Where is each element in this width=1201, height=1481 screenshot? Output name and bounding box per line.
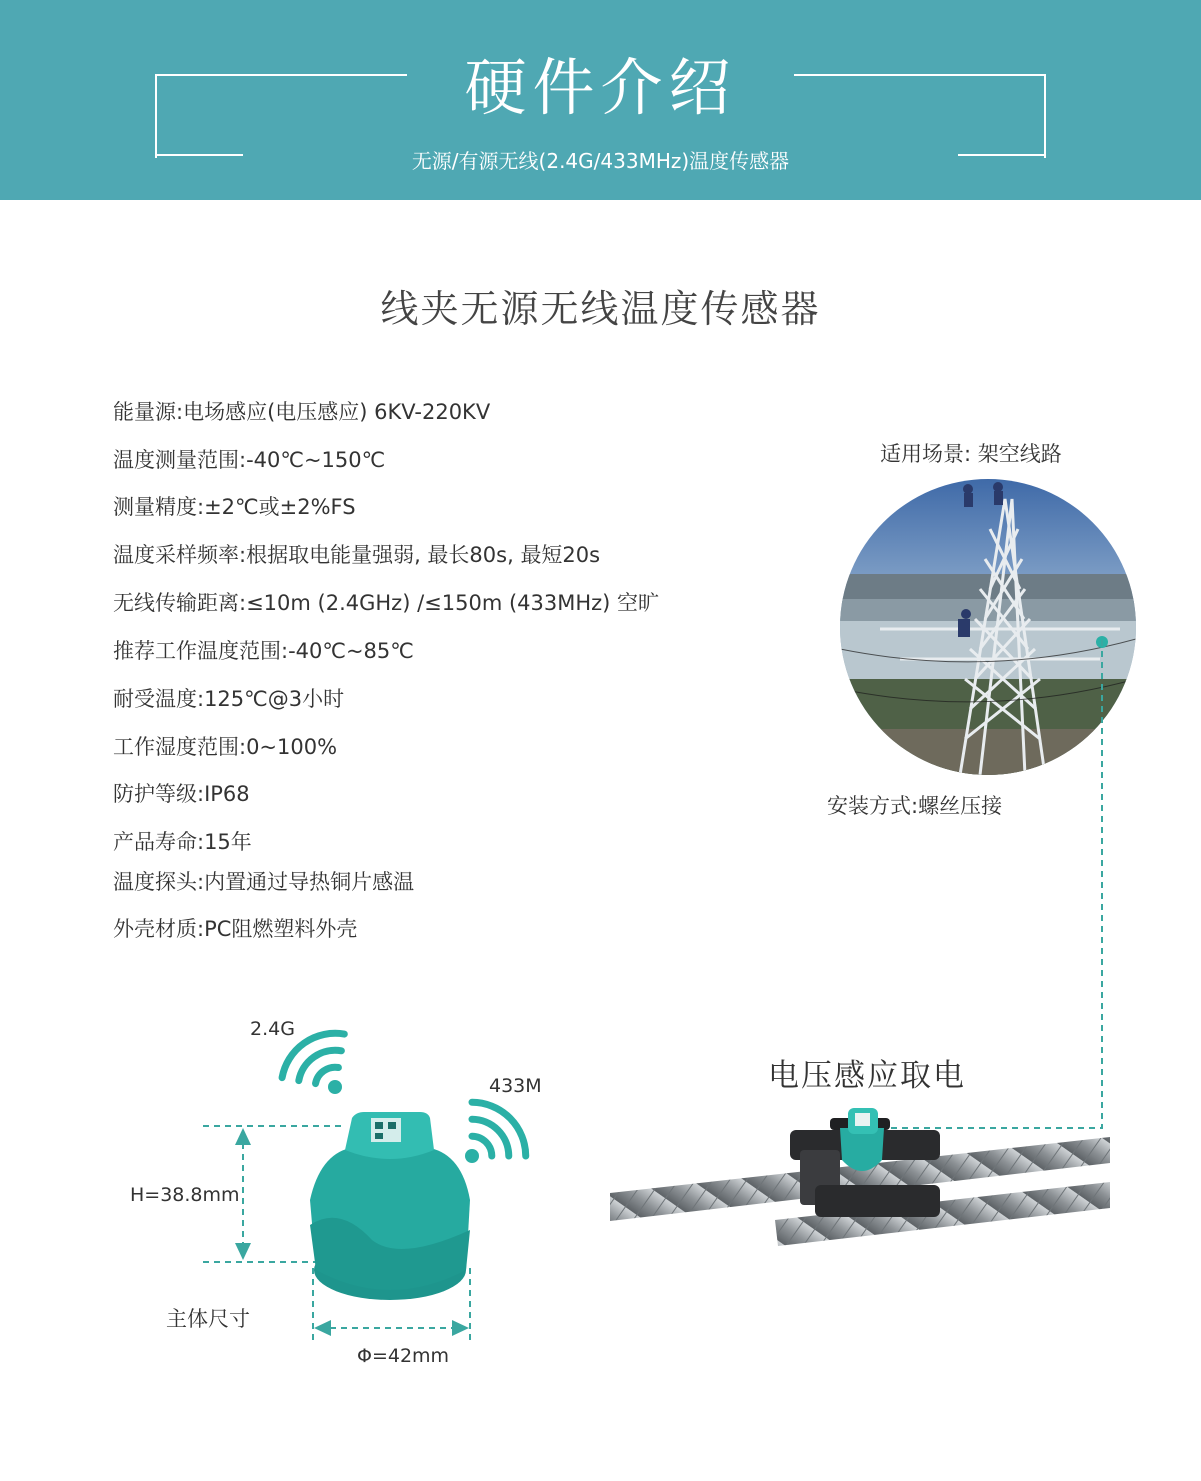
spec-humidity: 工作湿度范围:0~100% [113, 735, 338, 759]
body-size-label: 主体尺寸 [166, 1307, 250, 1331]
diameter-dimension-label: Φ=42mm [357, 1345, 450, 1367]
power-tower-photo [840, 479, 1136, 775]
application-scene-label: 适用场景: 架空线路 [880, 442, 1062, 466]
product-title: 线夹无源无线温度传感器 [380, 287, 821, 331]
spec-sampling: 温度采样频率:根据取电能量强弱, 最长80s, 最短20s [113, 543, 601, 567]
sensor-body [310, 1112, 470, 1300]
power-tower-illustration [840, 479, 1136, 775]
height-dimension-label: H=38.8mm [130, 1184, 240, 1206]
banner-title: 硬件介绍 [464, 51, 737, 124]
spec-accuracy: 测量精度:±2℃或±2%FS [113, 495, 356, 519]
spec-working-temp: 推荐工作温度范围:-40℃~85℃ [113, 639, 414, 663]
spec-wireless-range: 无线传输距离:≤10m (2.4GHz) /≤150m (433MHz) 空旷 [113, 591, 660, 615]
spec-protection: 防护等级:IP68 [113, 782, 250, 806]
spec-probe: 温度探头:内置通过导热铜片感温 [113, 870, 415, 894]
voltage-induction-label: 电压感应取电 [768, 1058, 966, 1094]
signal-24g-label: 2.4G [250, 1018, 295, 1040]
banner-subtitle: 无源/有源无线(2.4G/433MHz)温度传感器 [411, 149, 790, 173]
spec-tolerance: 耐受温度:125℃@3小时 [113, 687, 345, 711]
spec-lifetime: 产品寿命:15年 [113, 830, 252, 854]
spec-housing: 外壳材质:PC阻燃塑料外壳 [113, 917, 358, 941]
spec-temp-range: 温度测量范围:-40℃~150℃ [113, 448, 386, 472]
wifi-icon [455, 1091, 537, 1173]
signal-433m-label: 433M [489, 1075, 542, 1097]
connector-dot [1096, 636, 1108, 648]
spec-energy-source: 能量源:电场感应(电压感应) 6KV-220KV [113, 400, 491, 424]
header-banner [0, 0, 1201, 200]
installation-method-label: 安装方式:螺丝压接 [827, 794, 1003, 818]
